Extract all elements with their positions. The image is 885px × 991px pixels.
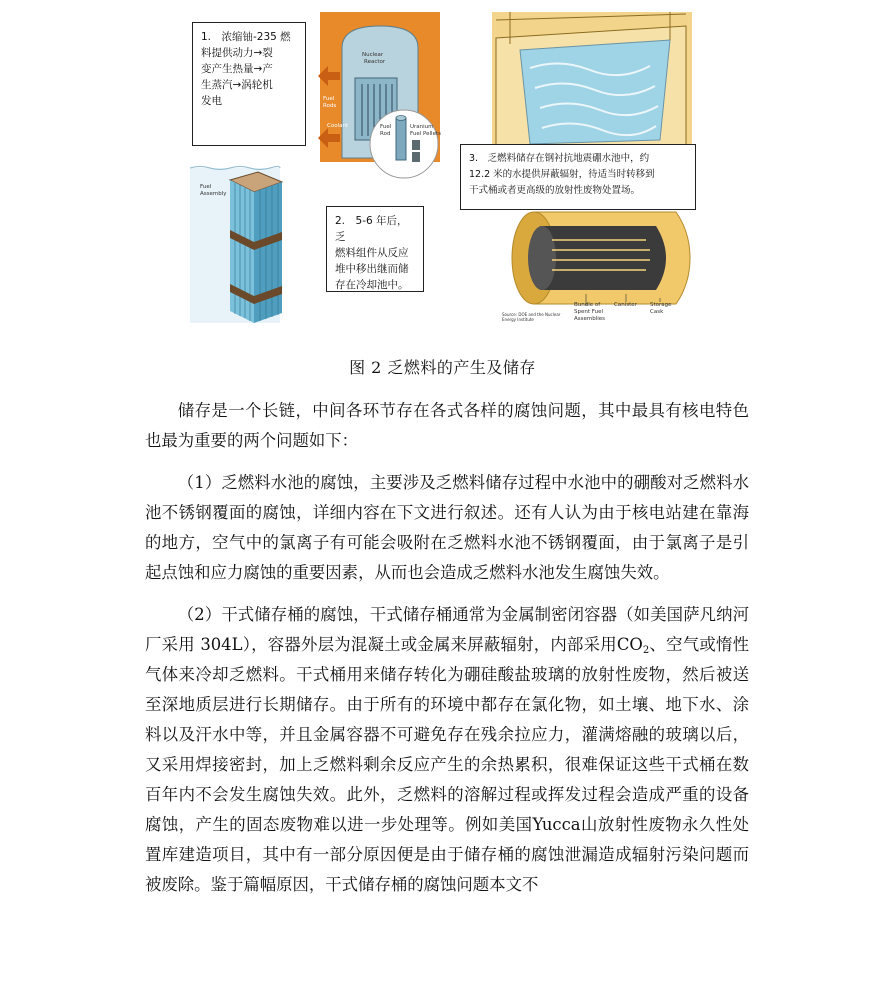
paragraph-3 [145, 600, 749, 900]
note-step-2: 2. 5-6 年后，乏 燃料组件从反应 堆中移出继而储 存在冷却池中。 [326, 206, 424, 292]
label-coolant: Coolant [327, 123, 349, 129]
note-step-3: 3. 乏燃料储存在钢衬抗地震硼水池中，约 12.2 米的水提供屏蔽辐射，待适当时转移到 干式桶或者更高级的放射性废物处置场。 [460, 144, 696, 210]
label-fuel-rod-2: Rod [380, 131, 391, 137]
label-fuel-rods-2: Rods [323, 103, 337, 109]
paragraph-3-part-b: 、空气或惰性气体来冷却乏燃料。干式桶用来储存转化为硼硅酸盐玻璃的放射性废物，然后被送至深地质层进行长期储存。由于所有的环境中都存在氯化物，如土壤、地下水、涂料以及汗水中等，并且金属容器不可避免存在残余拉应力，灌满熔融的玻璃以后，又采用焊接密封，加上乏燃料剩余反应产生的余热累积，很难保证这些干式桶在数百年内不会发生腐蚀失效。此外，乏燃料的溶解过程或挥发过程会造成严重的设备腐蚀，产生的固态废物难以进一步处理等。例如美国Yucca山放射性废物永久性处置库建造项目，其中有一部分原因便是由于储存桶的腐蚀泄漏造成辐射污染问题而被废除。鉴于篇幅原因，干式储存桶的腐蚀问题本文不 [145, 635, 749, 894]
label-fuel-rod-1: Fuel [380, 124, 392, 130]
label-storage-cask-1: Storage [650, 302, 672, 308]
label-storage-cask-2: Cask [650, 309, 664, 315]
label-nuclear-reactor-1: Nuclear [362, 52, 384, 58]
label-canister: Canister [614, 302, 637, 308]
body-text [145, 396, 749, 900]
paragraph-1: 储存是一个长链，中间各环节存在各式各样的腐蚀问题，其中最具有核电特色也最为重要的两个问题如下： [145, 401, 749, 450]
co2-subscript: 2 [642, 645, 650, 656]
note-step-1: 1. 浓缩铀-235 燃 料提供动力→裂 变产生热量→产 生蒸汽→涡轮机 发电 [192, 22, 306, 146]
label-bundle-3: Assemblies [574, 316, 606, 322]
spent-fuel-figure [190, 8, 700, 326]
storage-pool [492, 12, 692, 156]
label-fuel-assembly-1: Fuel [200, 184, 212, 190]
figure-caption: 图 2 乏燃料的产生及储存 [349, 358, 536, 377]
label-fuel-rods-1: Fuel [323, 96, 335, 102]
label-fuel-assembly-2: Assembly [200, 191, 227, 197]
paragraph-2: （1）乏燃料水池的腐蚀，主要涉及乏燃料储存过程中水池中的硼酸对乏燃料水池不锈钢覆面的腐蚀，详细内容在下文进行叙述。还有人认为由于核电站建在靠海的地方，空气中的氯离子有可能会吸附在乏燃料水池不锈钢覆面，由于氯离子是引起点蚀和应力腐蚀的重要因素，从而也会造成乏燃料水池发生腐蚀失效。 [145, 473, 749, 582]
label-source-2: Energy Institute [502, 317, 534, 322]
label-nuclear-reactor-2: Reactor [364, 59, 386, 65]
fuel-assembly [190, 167, 282, 324]
label-source-1: Source: DOE and the Nuclear [502, 312, 561, 317]
label-bundle-2: Spent Fuel [574, 309, 604, 315]
dry-cask [502, 212, 690, 322]
label-bundle-1: Bundle of [574, 302, 601, 308]
label-uranium-2: Fuel Pellets [410, 131, 441, 137]
paragraph-3-part-a: （2）干式储存桶的腐蚀，干式储存桶通常为金属制密闭容器（如美国萨凡纳河厂采用 304L），容器外层为混凝土或金属来屏蔽辐射，内部采用CO [145, 605, 749, 654]
label-uranium-1: Uranium [410, 124, 434, 130]
